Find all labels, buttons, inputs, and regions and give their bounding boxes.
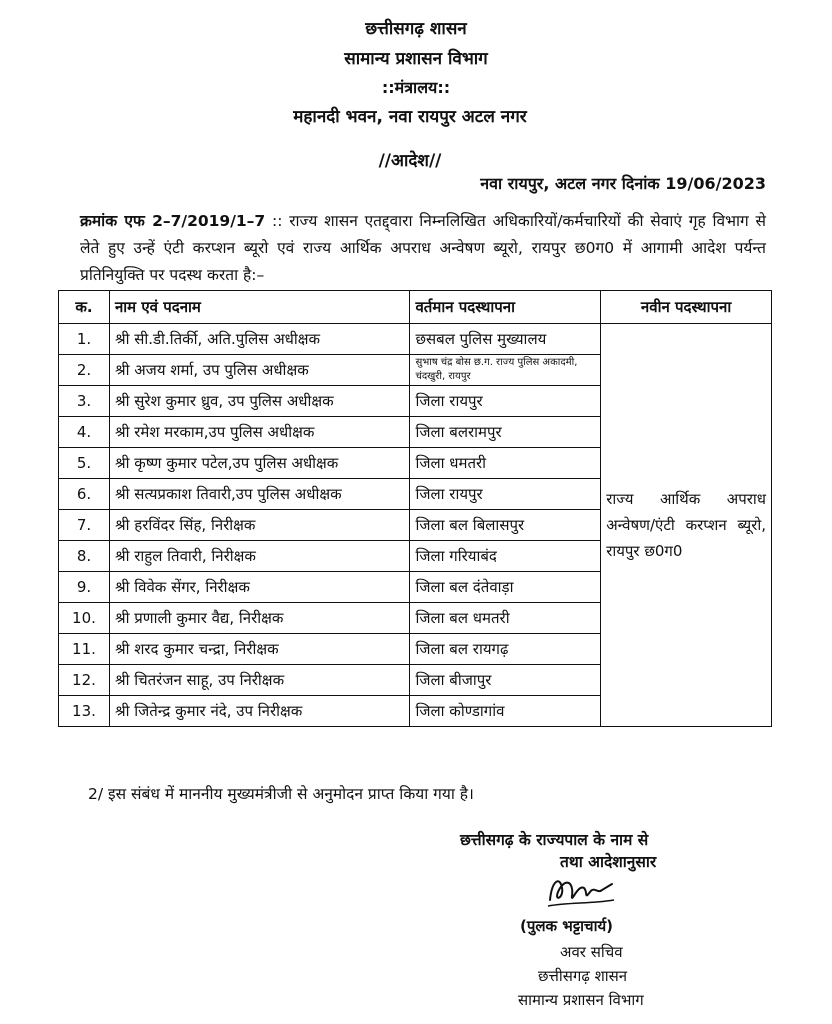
signature-line-1: छत्तीसगढ़ के राज्यपाल के नाम से: [460, 831, 649, 849]
row-name: श्री सी.डी.तिर्की, अति.पुलिस अधीक्षक: [109, 324, 410, 355]
row-name: श्री सत्यप्रकाश तिवारी,उप पुलिस अधीक्षक: [109, 479, 410, 510]
ministry-heading: ::मंत्रालय::: [381, 78, 451, 97]
row-no: 6.: [59, 479, 110, 510]
col-header-current: वर्तमान पदस्थापना: [410, 291, 601, 324]
approval-note: 2/ इस संबंध में माननीय मुख्यमंत्रीजी से अनुमोदन प्राप्त किया गया है।: [88, 785, 474, 803]
row-no: 8.: [59, 541, 110, 572]
row-name: श्री चितरंजन साहू, उप निरीक्षक: [109, 665, 410, 696]
row-current: जिला रायपुर: [410, 386, 601, 417]
row-no: 11.: [59, 634, 110, 665]
row-name: श्री कृष्ण कुमार पटेल,उप पुलिस अधीक्षक: [109, 448, 410, 479]
row-no: 4.: [59, 417, 110, 448]
col-header-new: नवीन पदस्थापना: [601, 291, 772, 324]
row-name: श्री सुरेश कुमार ध्रुव, उप पुलिस अधीक्षक: [109, 386, 410, 417]
row-name: श्री शरद कुमार चन्द्रा, निरीक्षक: [109, 634, 410, 665]
row-name: श्री रमेश मरकाम,उप पुलिस अधीक्षक: [109, 417, 410, 448]
order-body: :: राज्य शासन एतद्द्वारा निम्नलिखित अधिकारियों/कर्मचारियों की सेवाएं गृह विभाग से लेते हुए उन्हें एंटी करप्शन ब्यूरो एवं राज्य आर्थिक अपराध अन्वेषण ब्यूरो, रायपुर छ0ग0 में आगामी आदेश पर्यन्त प्रतिनियुक्ति पर पदस्थ करता है:–: [80, 212, 766, 284]
address-heading: महानदी भवन, नवा रायपुर अटल नगर: [293, 107, 527, 127]
department-heading: सामान्य प्रशासन विभाग: [344, 49, 488, 69]
order-number: क्रमांक एफ 2–7/2019/1–7: [80, 212, 266, 230]
handwritten-signature: [540, 870, 620, 914]
signatory-name: (पुलक भट्टाचार्य): [520, 917, 614, 935]
order-paragraph: [80, 208, 766, 289]
row-no: 12.: [59, 665, 110, 696]
signatory-designation: अवर सचिव: [560, 943, 623, 961]
row-no: 10.: [59, 603, 110, 634]
new-posting-cell: राज्य आर्थिक अपराध अन्वेषण/एंटी करप्शन ब्यूरो, रायपुर छ0ग0: [601, 324, 772, 727]
row-current: जिला रायपुर: [410, 479, 601, 510]
row-current: जिला बल दंतेवाड़ा: [410, 572, 601, 603]
table-header-row: [59, 291, 772, 324]
signature-line-2: तथा आदेशानुसार: [560, 853, 657, 871]
signatory-government: छत्तीसगढ़ शासन: [538, 967, 628, 985]
row-name: श्री अजय शर्मा, उप पुलिस अधीक्षक: [109, 355, 410, 386]
row-current: जिला कोण्डागांव: [410, 696, 601, 727]
row-current: छसबल पुलिस मुख्यालय: [410, 324, 601, 355]
signatory-department: सामान्य प्रशासन विभाग: [518, 991, 644, 1009]
row-current: जिला धमतरी: [410, 448, 601, 479]
row-no: 3.: [59, 386, 110, 417]
row-name: श्री विवेक सेंगर, निरीक्षक: [109, 572, 410, 603]
order-title: //आदेश//: [378, 151, 442, 171]
row-current: जिला बल रायगढ़: [410, 634, 601, 665]
order-dateline: नवा रायपुर, अटल नगर दिनांक 19/06/2023: [480, 174, 766, 193]
row-current: जिला बलरामपुर: [410, 417, 601, 448]
row-current: जिला बल बिलासपुर: [410, 510, 601, 541]
row-name: श्री जितेन्द्र कुमार नंदे, उप निरीक्षक: [109, 696, 410, 727]
row-current: जिला गरियाबंद: [410, 541, 601, 572]
row-no: 1.: [59, 324, 110, 355]
row-no: 13.: [59, 696, 110, 727]
row-no: 7.: [59, 510, 110, 541]
col-header-name: नाम एवं पदनाम: [109, 291, 410, 324]
government-heading: छत्तीसगढ़ शासन: [365, 19, 467, 39]
row-name: श्री राहुल तिवारी, निरीक्षक: [109, 541, 410, 572]
table-row: [59, 324, 772, 355]
col-header-no: क.: [59, 291, 110, 324]
row-current: जिला बीजापुर: [410, 665, 601, 696]
row-no: 9.: [59, 572, 110, 603]
row-no: 5.: [59, 448, 110, 479]
row-current: जिला बल धमतरी: [410, 603, 601, 634]
row-no: 2.: [59, 355, 110, 386]
row-name: श्री हरविंदर सिंह, निरीक्षक: [109, 510, 410, 541]
row-name: श्री प्रणाली कुमार वैद्य, निरीक्षक: [109, 603, 410, 634]
posting-table: [58, 290, 772, 727]
row-current: सुभाष चंद्र बोस छ.ग. राज्य पुलिस अकादमी, चंदखुरी, रायपुर: [410, 355, 601, 386]
